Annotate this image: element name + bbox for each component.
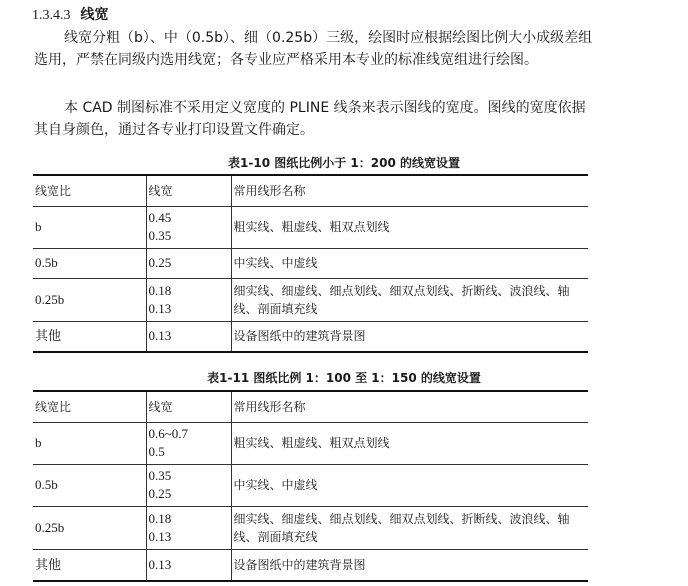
cell-ratio: 0.5b	[33, 464, 146, 506]
table-row	[33, 248, 588, 278]
paragraph-text: 线宽分粗（b）、中（0.5b）、细（0.25b）三级，绘图时应根据绘图比例大小成级差组选用，严禁在同级内选用线宽；各专业应严格采用本专业的标准线宽组进行绘图。	[34, 30, 593, 68]
table-header-row	[33, 391, 588, 422]
table-row	[33, 278, 588, 321]
cell-types: 设备图纸中的建筑背景图	[231, 321, 588, 352]
width-value: 0.25	[148, 486, 172, 501]
cell-ratio: 0.25b	[33, 278, 146, 321]
cell-types: 细实线、细虚线、细点划线、细双点划线、折断线、波浪线、轴线、剖面填充线	[231, 506, 588, 549]
width-value: 0.13	[148, 556, 172, 572]
cell-types: 中实线、中虚线	[231, 248, 588, 278]
width-value: 0.6~0.7	[148, 426, 189, 441]
line-width-table-2	[33, 390, 588, 582]
width-value: 0.25	[148, 255, 172, 270]
width-value: 0.18	[148, 510, 172, 526]
section-number: 1.3.4.3	[32, 8, 71, 23]
cell-types: 中实线、中虚线	[231, 464, 588, 506]
table-row	[33, 549, 588, 581]
header-types: 常用线形名称	[231, 391, 588, 422]
cell-ratio: 其他	[33, 549, 146, 581]
cell-ratio: 0.5b	[33, 248, 146, 278]
table-row	[33, 321, 588, 352]
table-row	[33, 206, 588, 248]
cell-width	[146, 248, 231, 278]
section-heading	[32, 5, 109, 26]
cell-ratio: b	[33, 422, 146, 464]
table-row	[33, 506, 588, 549]
paragraph-line-width-levels	[34, 27, 594, 71]
cell-ratio: 0.25b	[33, 506, 146, 549]
width-value: 0.5	[148, 444, 165, 459]
table-caption: 表1-11 图纸比例 1：100 至 1：150 的线宽设置	[207, 371, 481, 385]
cell-width	[146, 278, 231, 321]
width-value: 0.45	[148, 210, 172, 225]
width-value: 0.18	[148, 282, 172, 298]
header-ratio: 线宽比	[33, 391, 146, 422]
cell-types: 粗实线、粗虚线、粗双点划线	[231, 422, 588, 464]
table-header-row	[33, 175, 588, 206]
cell-width	[146, 206, 231, 248]
cell-types: 粗实线、粗虚线、粗双点划线	[231, 206, 588, 248]
cell-width	[146, 506, 231, 549]
header-ratio: 线宽比	[33, 175, 146, 206]
cell-width	[146, 464, 231, 506]
paragraph-pline	[34, 97, 594, 141]
table-row	[33, 464, 588, 506]
line-width-table-1	[33, 174, 588, 353]
section-title: 线宽	[80, 7, 109, 23]
width-value: 0.35	[148, 468, 172, 483]
cell-types: 细实线、细虚线、细点划线、细双点划线、折断线、波浪线、轴线、剖面填充线	[231, 278, 588, 321]
header-width: 线宽	[146, 391, 231, 422]
cell-width	[146, 422, 231, 464]
cell-width	[146, 321, 231, 352]
header-width: 线宽	[146, 175, 231, 206]
width-value: 0.35	[148, 228, 172, 243]
cell-width	[146, 549, 231, 581]
cell-ratio: b	[33, 206, 146, 248]
table-caption: 表1-10 图纸比例小于 1：200 的线宽设置	[228, 156, 460, 170]
cell-types: 设备图纸中的建筑背景图	[231, 549, 588, 581]
paragraph-text: 本 CAD 制图标准不采用定义宽度的 PLINE 线条来表示图线的宽度。图线的宽度依据其自身颜色，通过各专业打印设置文件确定。	[34, 100, 586, 138]
cell-ratio: 其他	[33, 321, 146, 352]
width-value: 0.13	[148, 328, 172, 344]
header-types: 常用线形名称	[231, 175, 588, 206]
width-value: 0.13	[148, 528, 172, 544]
width-value: 0.13	[148, 300, 172, 316]
table-row	[33, 422, 588, 464]
